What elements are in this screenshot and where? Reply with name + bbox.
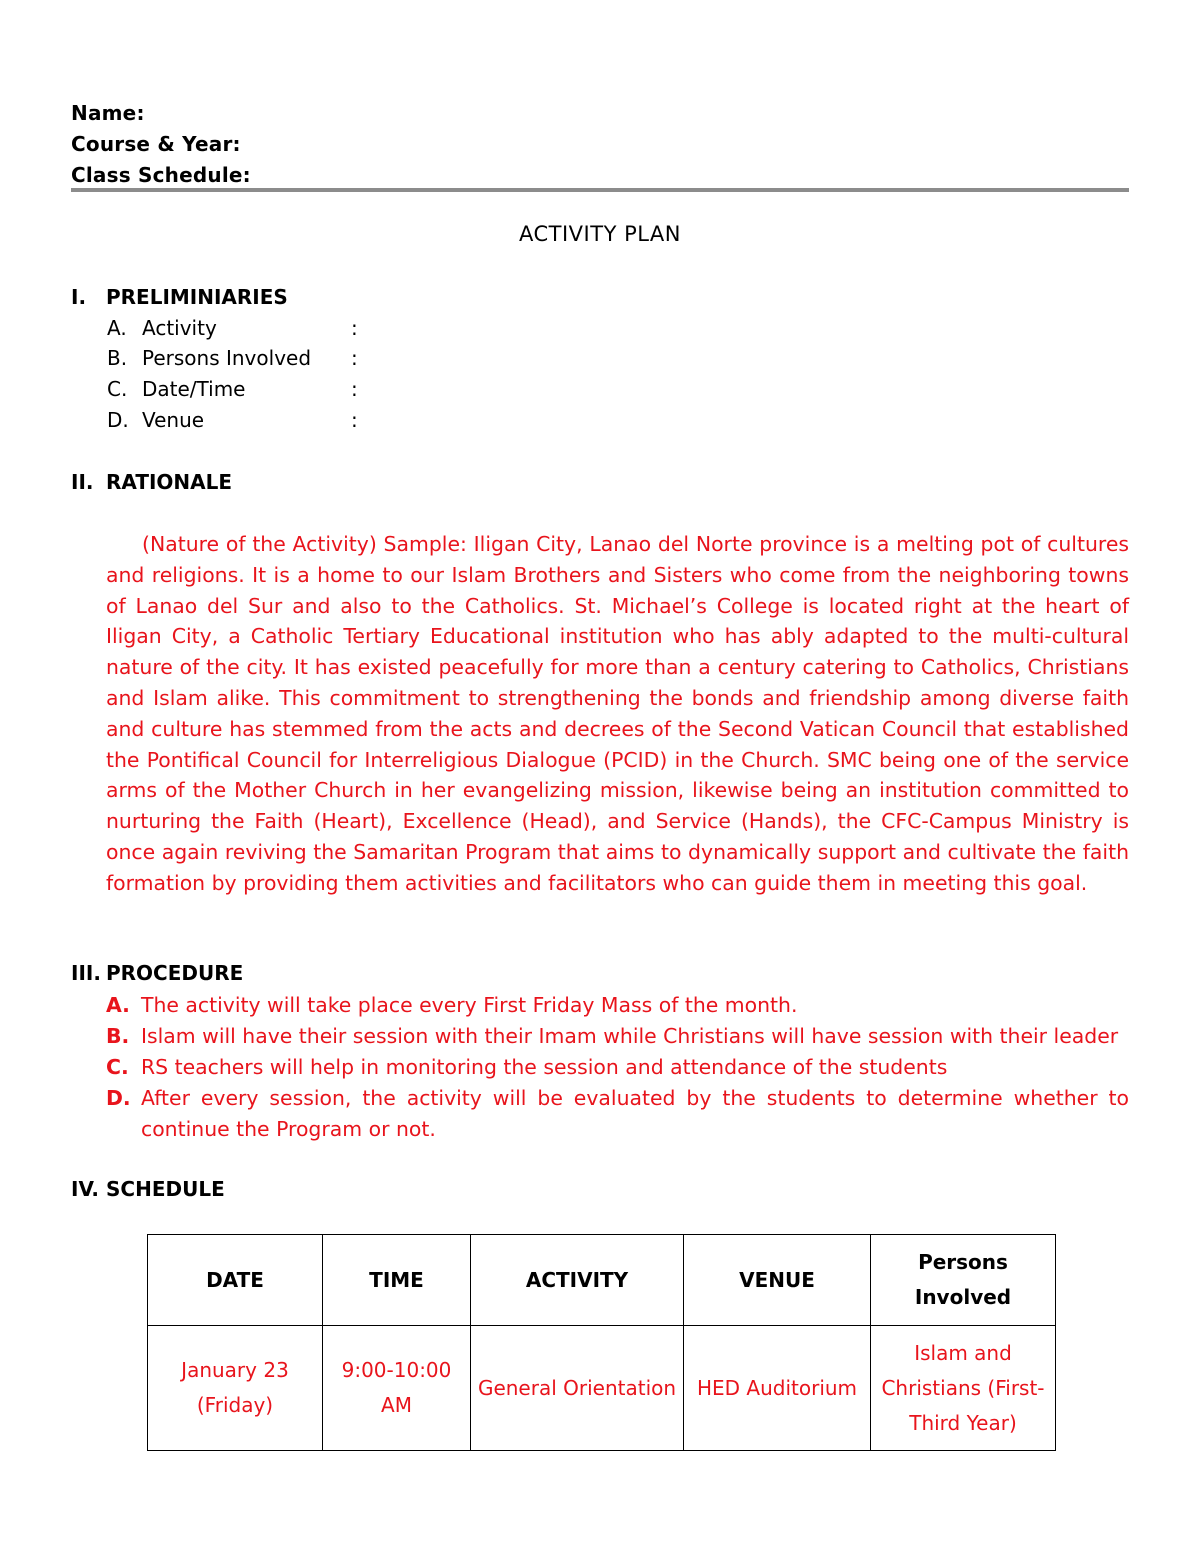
section-number: II.	[71, 470, 94, 494]
item-label: Date/Time	[142, 377, 246, 401]
document-title: ACTIVITY PLAN	[519, 222, 681, 246]
item-letter: D.	[107, 408, 129, 432]
item-letter: C.	[107, 377, 128, 401]
column-header-time: TIME	[323, 1235, 471, 1326]
item-letter: B.	[106, 1024, 130, 1048]
item-colon: :	[351, 377, 358, 401]
item-letter: C.	[106, 1055, 129, 1079]
rationale-paragraph: (Nature of the Activity) Sample: Iligan City, Lanao del Norte province is a melting pot of cultures and religions. It is a home to our Islam Brothers and Sisters who come from the neighboring towns of Lanao del Sur and also to the Catholics. St. Michael’s College is located right at the heart of Iligan City, a Catholic Tertiary Educational institution who has ably adapted to the multi-cultural nature of the city. It has existed peacefully for more than a century catering to Catholics, Christians and Islam alike. This commitment to strengthening the bonds and friendship among diverse faith and culture has stemmed from the acts and decrees of the Second Vatican Council that established the Pontifical Council for Interreligious Dialogue (PCID) in the Church. SMC being one of the service arms of the Mother Church in her evangelizing mission, likewise being an institution committed to nurturing the Faith (Heart), Excellence (Head), and Service (Hands), the CFC-Campus Ministry is once again reviving the Samaritan Program that aims to dynamically support and cultivate the faith formation by providing them activities and facilitators who can guide them in meeting this goal.	[106, 532, 1129, 895]
cell-persons-involved: Islam and Christians (First-Third Year)	[871, 1326, 1056, 1451]
section-title: SCHEDULE	[106, 1177, 225, 1201]
item-label: Persons Involved	[142, 346, 312, 370]
column-header-persons-involved: Persons Involved	[871, 1235, 1056, 1326]
item-text: RS teachers will help in monitoring the session and attendance of the students	[141, 1055, 948, 1079]
column-header-date: DATE	[148, 1235, 323, 1326]
item-label: Venue	[142, 408, 205, 432]
section-procedure-heading	[71, 961, 243, 985]
prelim-item-persons	[107, 346, 311, 370]
item-letter: A.	[107, 316, 127, 340]
table-header-row	[148, 1235, 1056, 1326]
item-label: Activity	[142, 316, 217, 340]
prelim-item-datetime	[107, 377, 246, 401]
cell-venue: HED Auditorium	[684, 1326, 871, 1451]
section-rationale-heading	[71, 470, 232, 494]
section-preliminaries-heading	[71, 285, 288, 309]
prelim-item-activity	[107, 316, 217, 340]
item-text: After every session, the activity will be evaluated by the students to determine whether to continue the Program or not.	[141, 1086, 1129, 1141]
header-divider	[71, 188, 1129, 192]
course-year-label: Course & Year:	[71, 132, 241, 156]
cell-time: 9:00-10:00 AM	[323, 1326, 471, 1451]
item-colon: :	[351, 408, 358, 432]
procedure-item-d	[106, 1083, 1129, 1145]
table-row	[148, 1326, 1056, 1451]
item-letter: A.	[106, 993, 130, 1017]
item-text: The activity will take place every First Friday Mass of the month.	[141, 993, 798, 1017]
section-number: III.	[71, 961, 101, 985]
section-title: PROCEDURE	[106, 961, 244, 985]
section-number: IV.	[71, 1177, 99, 1201]
cell-date: January 23 (Friday)	[148, 1326, 323, 1451]
item-colon: :	[351, 346, 358, 370]
section-schedule-heading	[71, 1177, 225, 1201]
item-letter: D.	[106, 1086, 131, 1110]
cell-activity: General Orientation	[471, 1326, 684, 1451]
procedure-item-b	[106, 1021, 1129, 1052]
section-number: I.	[71, 285, 87, 309]
prelim-item-venue	[107, 408, 204, 432]
item-letter: B.	[107, 346, 128, 370]
item-colon: :	[351, 316, 358, 340]
schedule-table	[147, 1234, 1056, 1451]
class-schedule-label: Class Schedule:	[71, 163, 251, 187]
procedure-item-c	[106, 1052, 1129, 1083]
procedure-item-a	[106, 990, 1129, 1021]
section-title: PRELIMINIARIES	[106, 285, 288, 309]
section-title: RATIONALE	[106, 470, 233, 494]
item-text: Islam will have their session with their Imam while Christians will have session with their leader	[141, 1024, 1119, 1048]
name-label: Name:	[71, 101, 145, 125]
column-header-activity: ACTIVITY	[471, 1235, 684, 1326]
column-header-venue: VENUE	[684, 1235, 871, 1326]
